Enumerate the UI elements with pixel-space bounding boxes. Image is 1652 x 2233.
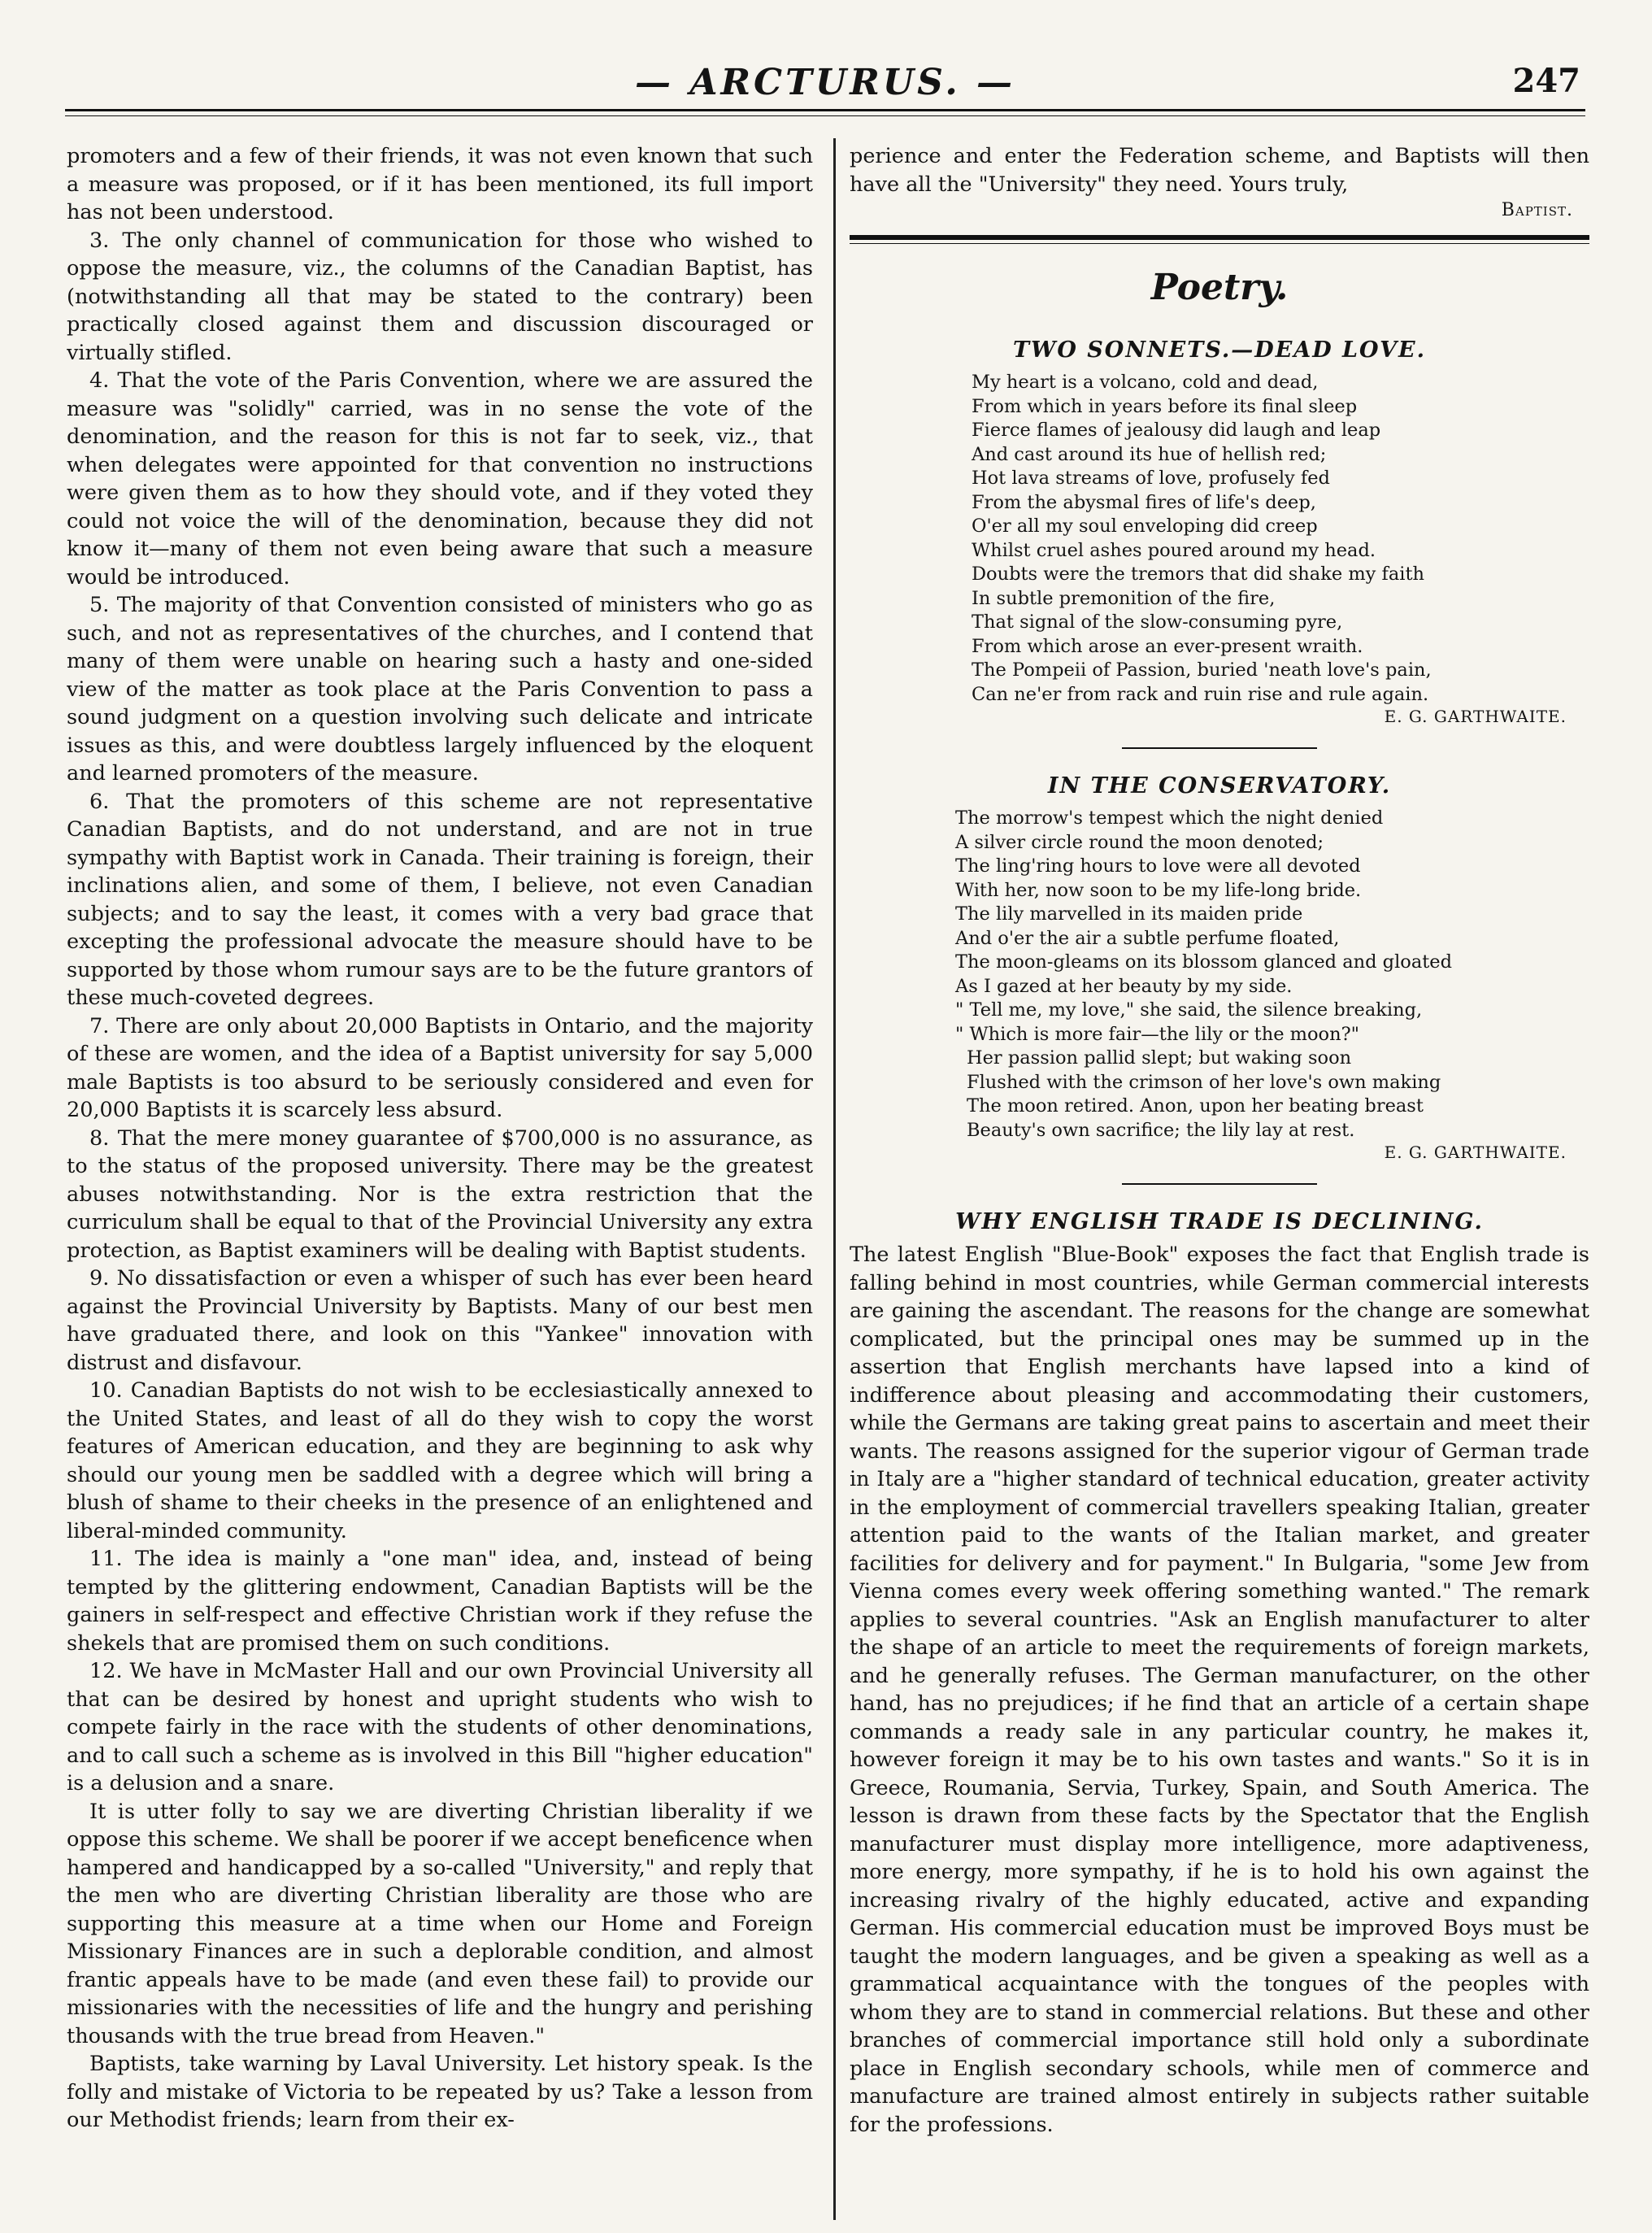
poem-title: TWO SONNETS.—DEAD LOVE. (1012, 337, 1427, 363)
left-column (67, 142, 813, 2216)
poem-line: A silver circle round the moon denoted; (955, 831, 1324, 853)
poem-body (955, 807, 1589, 1143)
poem-line: The moon-gleams on its blossom glanced and gloated (955, 951, 1453, 973)
paragraph-point-6: 6. That the promoters of this scheme are not representative Canadian Baptists, and do not understand, and are not in true sympathy with Baptist work in Canada. Their training is foreign, their inclinations alien, and some of them, I believe, not even Canadian subjects; and to say the least, it comes with a very bad grace that excepting the professional advocate the measure should have to be supported by those whom rumour says are to be the future grantors of these much-coveted degrees. (67, 789, 813, 1010)
article-body: The latest English "Blue-Book" exposes the fact that English trade is falling behind in most countries, while German commercial interests are gaining the ascendant. The reasons for the change are somewhat complicated, but the principal ones may be summed up in the assertion that English merchants have lapsed into a kind of indifference about pleasing and accommodating their customers, while the Germans are taking great pains to ascertain and meet their wants. The reasons assigned for the superior vigour of German trade in Italy are a "higher standard of technical education, greater activity in the employment of commercial travellers speaking Italian, greater attention paid to the wants of the Italian market, and greater facilities for delivery and for payment." In Bulgaria, "some Jew from Vienna comes every week offering something wanted." The remark applies to several countries. "Ask an English manufacturer to alter the shape of an article to meet the requirements of foreign markets, and he generally refuses. The German manufacturer, on the other hand, has no prejudices; if he find that an article of a certain shape commands a ready sale in any particular country, he makes it, however foreign it may be to his own tastes and wants." So it is in Greece, Roumania, Servia, Turkey, Spain, and South America. The lesson is drawn from these facts by the Spectator that the English manufacturer must display more intelligence, more adaptiveness, more energy, more sympathy, if he is to hold his own against the increasing rivalry of the highly educated, active and expanding German. His commercial education must be improved Boys must be taught the modern languages, and be given a speaking as well as a grammatical acquaintance with the tongues of the peoples with whom they are to stand in commercial relations. But these and other branches of commercial importance still hold only a subordinate place in English secondary schools, while men of commerce and manufacture are trained almost entirely in subjects rather suitable for the professions. (850, 1243, 1589, 2137)
poem-line: " Tell me, my love," she said, the silence breaking, (955, 999, 1423, 1021)
poetry-heading: Poetry. (1150, 267, 1289, 308)
poem-line: Whilst cruel ashes poured around my head. (972, 539, 1376, 561)
poem-line: Doubts were the tremors that did shake my faith (972, 564, 1424, 585)
poem-separator (1122, 747, 1317, 749)
poem-line: The lily marvelled in its maiden pride (955, 903, 1303, 925)
poem-line: From which arose an ever-present wraith. (972, 635, 1363, 657)
poem-line: The moon retired. Anon, upon her beating breast (967, 1095, 1424, 1116)
poem-line: The morrow's tempest which the night denied (955, 807, 1384, 829)
poem-line: My heart is a volcano, cold and dead, (972, 372, 1319, 393)
letter-signature: Baptist. (1501, 200, 1573, 220)
poem-line: With her, now soon to be my life-long bride. (955, 879, 1362, 901)
paragraph-point-5: 5. The majority of that Convention consisted of ministers who go as such, and not as representatives of the churches, and I contend that many of them were unable on hearing such a hasty and one-sided view of the matter as took place at the Paris Convention to pass a sound judgment on a question involving such delicate and intricate issues as this, and were doubtless largely influenced by the eloquent and learned promoters of the measure. (67, 593, 813, 786)
poem-line: From the abysmal fires of life's deep, (972, 491, 1316, 513)
masthead-title: — ARCTURUS. — (635, 62, 1015, 103)
poem-body (972, 371, 1589, 707)
poem-line: In subtle premonition of the fire, (972, 587, 1276, 609)
paragraph-continued: promoters and a few of their friends, it was not even known that such a measure was proposed, or if it has been mentioned, its full import has not been understood. (67, 144, 813, 224)
column-divider (833, 138, 836, 2220)
poem-line: That signal of the slow-consuming pyre, (972, 612, 1343, 633)
article-separator (1122, 1183, 1317, 1185)
poem-line: Fierce flames of jealousy did laugh and leap (972, 420, 1381, 441)
paragraph-point-9: 9. No dissatisfaction or even a whisper of such has ever been heard against the Provincial University by Baptists. Many of our best men have graduated there, and look on this "Yankee" innovation with distrust and disfavour. (67, 1266, 813, 1375)
paragraph-point-4: 4. That the vote of the Paris Convention, where we are assured the measure was "solidly" carried, was in no sense the vote of the denomination, and the reason for this is not far to seek, viz., that when delegates were appointed for that convention no instructions were given them as to how they should vote, and if they voted they could not voice the will of the denomination, because they did not know it—many of them not even being aware that such a measure would be introduced. (67, 368, 813, 590)
paragraph-point-8: 8. That the mere money guarantee of $700,000 is no assurance, as to the status of the proposed university. There may be the greatest abuses notwithstanding. Nor is the extra restriction that the curriculum shall be equal to that of the Provincial University any extra protection, as Baptist examiners will be dealing with Baptist students. (67, 1125, 813, 1263)
poem-line: Beauty's own sacrifice; the lily lay at rest. (967, 1119, 1355, 1141)
letter-ending: perience and enter the Federation scheme, and Baptists will then have all the "University" they need. Yours truly, (850, 144, 1589, 197)
paragraph-point-7: 7. There are only about 20,000 Baptists in Ontario, and the majority of these are women, and the idea of a Baptist university for say 5,000 male Baptists is too absurd to be seriously considered and even for 20,000 Baptists it is scarcely less absurd. (67, 1013, 813, 1122)
section-rule-thick (850, 235, 1589, 240)
page-header (65, 57, 1585, 130)
paragraph-warning: Baptists, take warning by Laval University. Let history speak. Is the folly and mistake of Victoria to be repeated by us? Take a lesson from our Methodist friends; learn from their ex- (67, 2052, 813, 2132)
poem-author: E. G. GARTHWAITE. (1384, 707, 1567, 726)
poem-title: IN THE CONSERVATORY. (1047, 773, 1392, 799)
poem-line: Can ne'er from rack and ruin rise and rule again. (972, 683, 1429, 705)
right-column (850, 142, 1589, 2216)
poem-author: E. G. GARTHWAITE. (1384, 1143, 1567, 1162)
poem-line: Hot lava streams of love, profusely fed (972, 468, 1330, 489)
paragraph-point-11: 11. The idea is mainly a "one man" idea, and, instead of being tempted by the glittering endowment, Canadian Baptists will be the gainers in self-respect and effective Christian work if they refuse the shekels that are promised them on such conditions. (67, 1547, 813, 1656)
header-rule-thick (65, 109, 1585, 111)
poem-line: The Pompeii of Passion, buried 'neath love's pain, (972, 659, 1432, 681)
paragraph-folly: It is utter folly to say we are diverting Christian liberality if we oppose this scheme. We shall be poorer if we accept beneficence when hampered and handicapped by a so-called "University," and reply that the men who are diverting Christian liberality are those who are supporting this measure at a time when our Home and Foreign Missionary Finances are in such a deplorable condition, and almost frantic appeals have to be made (and even these fail) to provide our missionaries with the necessities of life and the hungry and perishing thousands with the true bread from Heaven." (67, 1799, 813, 2048)
poem-line: " Which is more fair—the lily or the moon?" (955, 1023, 1359, 1045)
header-rule-thin (65, 115, 1585, 116)
poem-line: And o'er the air a subtle perfume floated, (955, 927, 1340, 949)
poem-line: The ling'ring hours to love were all devoted (955, 855, 1361, 877)
poem-line: Her passion pallid slept; but waking soon (967, 1047, 1352, 1069)
poem-line: As I gazed at her beauty by my side. (955, 975, 1293, 997)
poem-line: From which in years before its final sleep (972, 395, 1358, 417)
paragraph-point-12: 12. We have in McMaster Hall and our own Provincial University all that can be desired by honest and upright students who wish to compete fairly in the race with the students of other denominations, and to call such a scheme as is involved in this Bill "higher education" is a delusion and a snare. (67, 1659, 813, 1796)
paragraph-point-3: 3. The only channel of communication for those who wished to oppose the measure, viz., the columns of the Canadian Baptist, has (notwithstanding all that may be stated to the contrary) been practically closed against them and discussion discouraged or virtually stifled. (67, 228, 813, 365)
section-rule-thin (850, 243, 1589, 244)
poem-line: Flushed with the crimson of her love's own making (967, 1071, 1441, 1093)
page-number: 247 (1512, 62, 1580, 100)
article-title: WHY ENGLISH TRADE IS DECLINING. (955, 1209, 1484, 1234)
paragraph-point-10: 10. Canadian Baptists do not wish to be ecclesiastically annexed to the United States, and least of all do they wish to copy the worst features of American education, and they are beginning to ask why should our young men be saddled with a degree which will bring a blush of shame to their cheeks in the presence of an enlightened and liberal-minded community. (67, 1378, 813, 1543)
poem-line: O'er all my soul enveloping did creep (972, 516, 1318, 537)
poem-line: And cast around its hue of hellish red; (972, 443, 1327, 465)
